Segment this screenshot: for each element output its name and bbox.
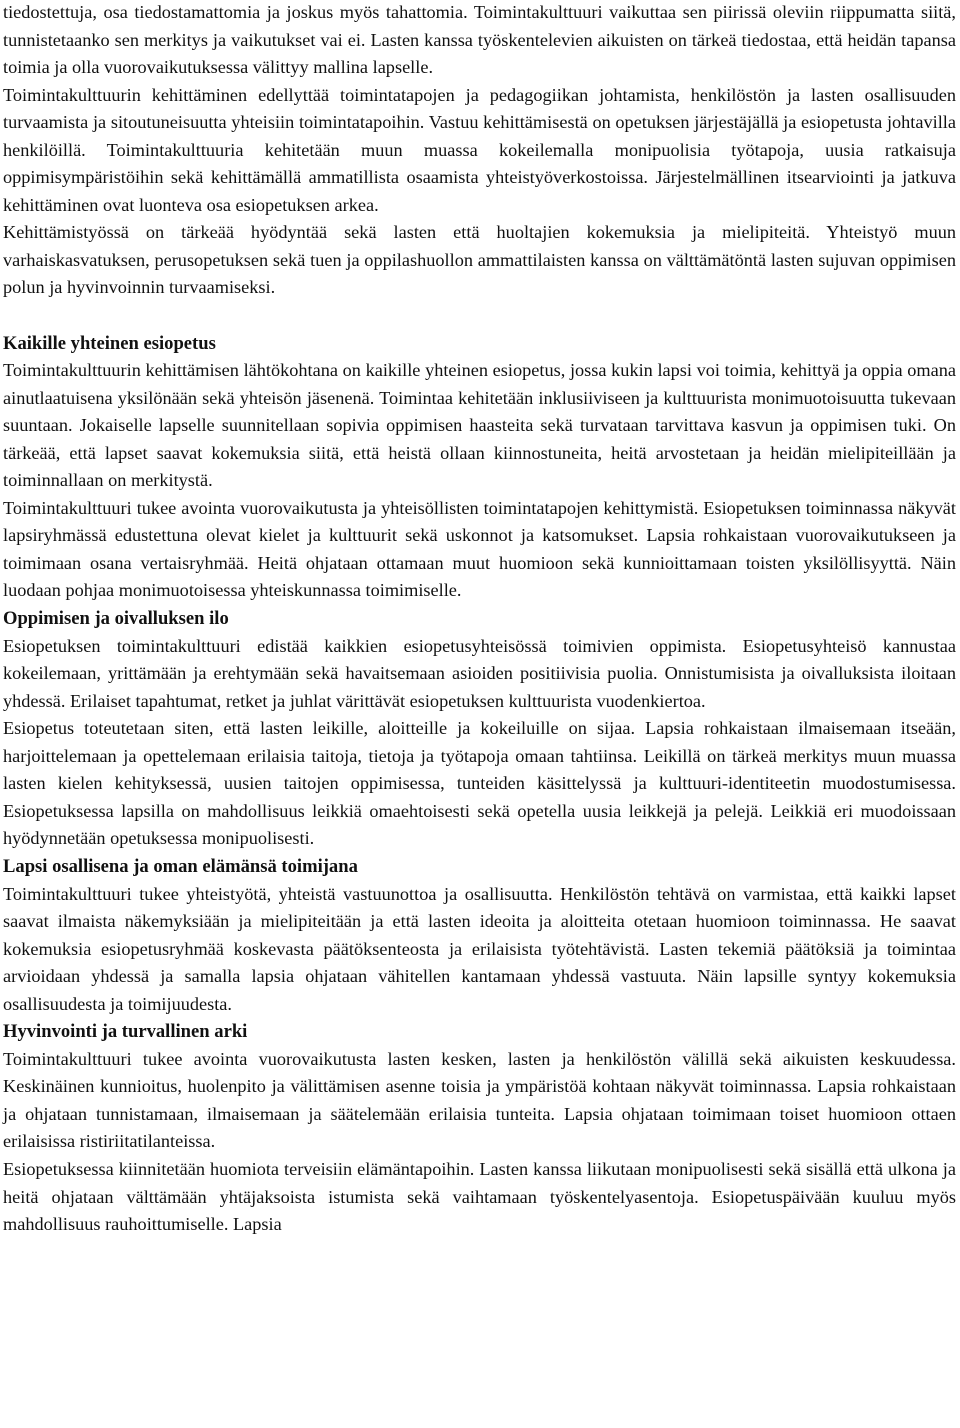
paragraph: tiedostettuja, osa tiedostamattomia ja joskus myös tahattomia. Toimintakulttuuri vaikuttaa sen piirissä oleviin riippumatta siitä, tunnistetaanko sen merkitys ja vaikutukset vai ei. Lasten kanssa työskentelevien aikuisten on tärkeä tiedostaa, että heidän tapansa toimia ja olla vuorovaikutuksessa välittyy mallina lapselle. [3,2,956,78]
section-heading: Hyvinvointi ja turvallinen arki [3,1021,248,1043]
section-heading: Oppimisen ja oivalluksen ilo [3,608,229,630]
paragraph: Toimintakulttuuri tukee avointa vuorovaikutusta lasten kesken, lasten ja henkilöstön välillä sekä aikuisten keskuudessa. Keskinäinen kunnioitus, huolenpito ja välittämisen asenne toisia ja ympäristöä kohtaan näkyvät toiminnassa. Lapsia rohkaistaan ja ohjataan tunnistamaan, ilmaisemaan ja säätelemään erilaisia tunteita. Lapsia ohjataan toimimaan toiset huomioon ottaen erilaisissa ristiriitatilanteissa. [3,1048,956,1152]
paragraph: Esiopetuksessa kiinnitetään huomiota terveisiin elämäntapoihin. Lasten kanssa liikutaan monipuolisesti sekä sisällä että ulkona ja heitä ohjataan välttämään yhtäjaksoista istumista sekä vaihtamaan työskentelyasentoja. Esiopetuspäivään kuuluu myös mahdollisuus rauhoittumiselle. Lapsia [3,1158,956,1235]
paragraph: Toimintakulttuurin kehittäminen edellyttää toimintatapojen ja pedagogiikan johtamista, henkilöstön ja lasten osallisuuden turvaamista ja sitoutuneisuutta yhteisiin toimintatapoihin. Vastuu kehittämisestä on opetuksen järjestäjällä ja esiopetusta johtavilla henkilöillä. Toimintakulttuuria kehitetään muun muassa kokeilemalla monipuolisia työtapoja, uusia ratkaisuja oppimisympäristöihin sekä kehittämällä ammatillista osaamista yhteistyöverkostoissa. Järjestelmällinen itsearviointi ja jatkuva kehittäminen ovat luonteva osa esiopetuksen arkea. [3,84,956,215]
section-oppimisen-ja-oivalluksen-ilo [3,605,956,853]
paragraph: Kehittämistyössä on tärkeää hyödyntää sekä lasten että huoltajien kokemuksia ja mielipiteitä. Yhteistyö muun varhaiskasvatuksen, perusopetuksen sekä tuen ja oppilashuollon ammattilaisten kanssa on välttämätöntä lasten sujuvan oppimisen polun ja hyvinvoinnin turvaamiseksi. [3,222,956,298]
section-gap [3,302,956,330]
section-heading: Lapsi osallisena ja oman elämänsä toimijana [3,855,358,877]
intro-block [3,0,956,302]
document-page [3,0,956,1239]
section-lapsi-osallisena [3,853,956,1018]
paragraph: Esiopetus toteutetaan siten, että lasten leikille, aloitteille ja kokeiluille on sijaa. Lapsia rohkaistaan ilmaisemaan itseään, harjoittelemaan ja opettelemaan erilaisia taitoja, tietoja ja työtapoja omaan tahtiinsa. Leikillä on tärkeä merkitys muun muassa lasten kielen kehityksessä, uusien taitojen oppimisessa, tunteiden käsittelyssä ja kulttuuri-identiteetin muodostumisessa. Esiopetuksessa lapsilla on mahdollisuus leikkiä omaehtoisesti sekä opetella uusia leikkejä ja pelejä. Leikkiä eri muodoissaan hyödynnetään opetuksessa monipuolisesti. [3,718,956,849]
paragraph: Toimintakulttuuri tukee avointa vuorovaikutusta ja yhteisöllisten toimintatapojen kehittymistä. Esiopetuksen toiminnassa näkyvät lapsiryhmässä edustettuna olevat kielet ja kulttuurit sekä uskonnot ja katsomukset. Lapsia rohkaistaan vuorovaikutukseen ja toimimaan osana vertaisryhmää. Heitä ohjataan ottamaan muut huomioon sekä kunnioittamaan toisten yksilöllisyyttä. Näin luodaan pohjaa monimuotoisessa yhteiskunnassa toimimiselle. [3,497,956,601]
section-hyvinvointi-ja-turvallinen-arki [3,1018,956,1238]
section-heading: Kaikille yhteinen esiopetus [3,332,216,354]
section-kaikille-yhteinen-esiopetus [3,330,956,605]
paragraph: Toimintakulttuuri tukee yhteistyötä, yhteistä vastuunottoa ja osallisuutta. Henkilöstön tehtävä on varmistaa, että kaikki lapset saavat ilmaista näkemyksiään ja mielipiteitään ja että lasten ideoita ja aloitteita otetaan huomioon toiminnassa. He saavat kokemuksia esiopetusryhmää koskevasta päätöksenteosta ja erilaisista työtehtävistä. Lasten tekemiä päätöksiä ja toimintaa arvioidaan yhdessä ja samalla lapsia ohjataan vähitellen kantamaan yhdessä vastuuta. Näin lapsille syntyy kokemuksia osallisuudesta ja toimijuudesta. [3,883,956,1014]
paragraph: Toimintakulttuurin kehittämisen lähtökohtana on kaikille yhteinen esiopetus, jossa kukin lapsi voi toimia, kehittyä ja oppia omana ainutlaatuisena yksilönään sekä yhteisön jäsenenä. Toimintaa kehitetään inklusiiviseen ja kulttuurista monimuotoisuutta tukevaan suuntaan. Jokaiselle lapselle suunnitellaan sopivia oppimisen haasteita sekä turvataan tarvittava kasvun ja oppimisen tuki. On tärkeää, että lapset saavat kokemuksia siitä, että heistä ollaan kiinnostuneita, heitä arvostetaan ja heidän mielipiteillään ja toiminnallaan on merkitystä. [3,360,956,491]
paragraph: Esiopetuksen toimintakulttuuri edistää kaikkien esiopetusyhteisössä toimivien oppimista. Esiopetusyhteisö kannustaa kokeilemaan, yrittämään ja erehtymään sekä havaitsemaan asioiden positiivisia puolia. Onnistumisista ja oivalluksista iloitaan yhdessä. Erilaiset tapahtumat, retket ja juhlat värittävät esiopetuksen kulttuurista vuodenkiertoa. [3,635,956,711]
